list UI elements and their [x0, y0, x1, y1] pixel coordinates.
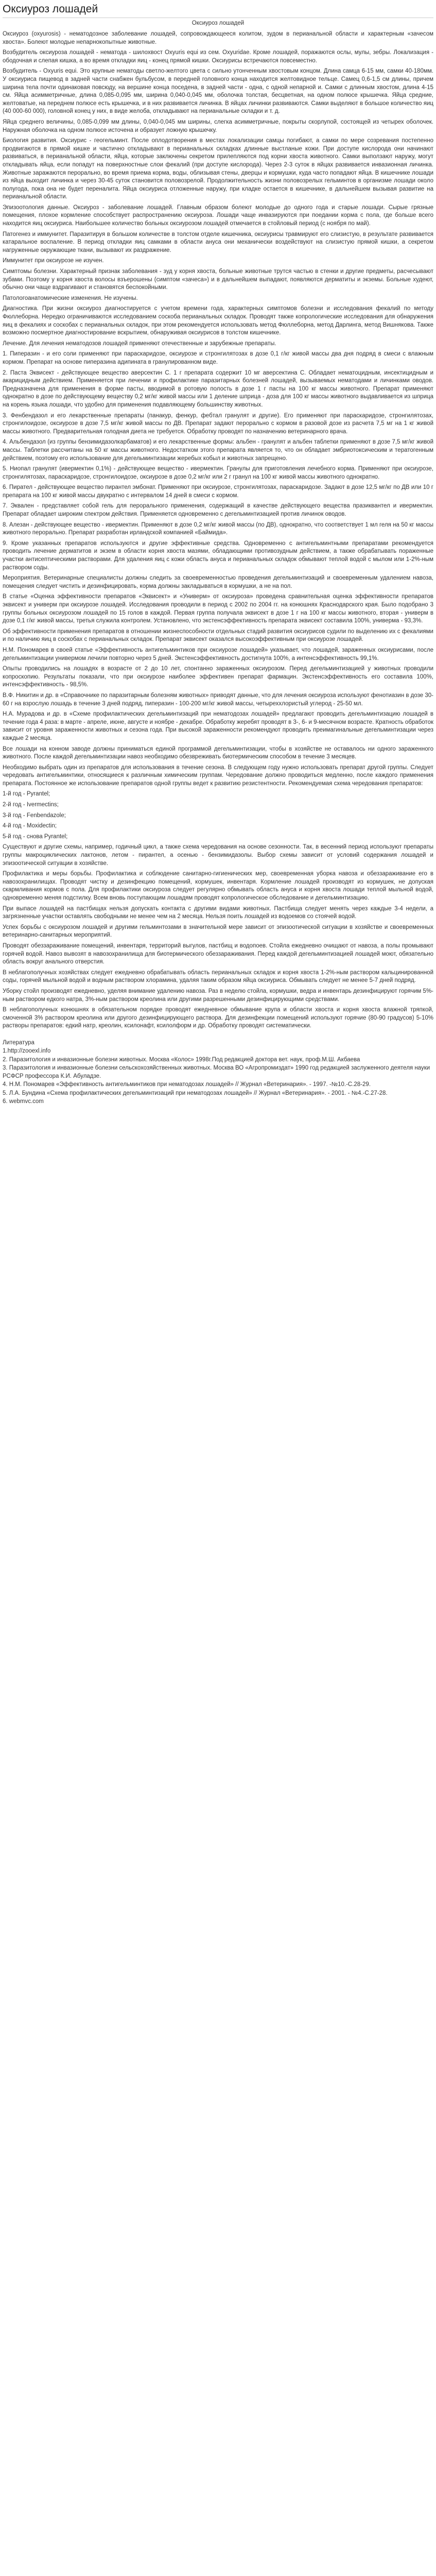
article-paragraph: 3-й год - Fenbendazole;: [3, 812, 66, 819]
article-paragraph: 9. Кроме указанных препаратов используются и другие эффективные средства. Одновременно с антигельминтными препаратами рекомендуется проводить лечение дерматитов и экзем в области корня хвоста мазями, обладающими противозудным действием, а также обрабатывать пораженные участки антисептическими растворами. Для удаления яиц с кожи область ануса и перианальных складок обмывают теплой водой с мылом или 1-2%-ным раствором соды.: [3, 540, 433, 571]
reference-item: 1.http://zooexl.info: [3, 1047, 51, 1054]
article-paragraph: Возбудитель оксиуроза лошадей - нематода - шилохвост Oxyuris equi из сем. Oxyuridae. Кроме лошадей, поражаются ослы, мулы, зебры. Локализация - ободочная и слепая кишка, а во время откладки яиц - конец прямой кишки. Оксиурисы встречаются повсеместно.: [3, 49, 433, 64]
article-paragraph: В неблагополучных конюшнях в обязательном порядке проводят ежедневное обмывание крупа и области хвоста и корня хвоста влажной тряпкой, смоченной 3% раствором креолина или другого дезинфицирующего раствора. Для дезинфекции помещений используют горячие (80-90 градусов) 5-10% растворы препаратов: едкий натр, креолин, ксилонафт, ксилолформ и др. Обработку проводят систематически.: [3, 1007, 433, 1029]
article-paragraph: Существуют и другие схемы, например, годичный цикл, а также схема чередования на основе сезонности. Так, в весенний период используют препараты группы макроциклических лактонов, летом - пирантел, а осенью - бензимидазолы. Выбор схемы зависит от условий содержания лошадей и эпизоотической ситуации в хозяйстве.: [3, 844, 433, 867]
article-paragraph: 8. Алезан - действующее вещество - ивермектин. Применяют в дозе 0,2 мг/кг живой массы (по ДВ), однократно, что соответствует 1 мл геля на 50 кг массы животного перорально. Препарат разработан ирландской компанией «Баймида».: [3, 521, 433, 536]
article-paragraph: Необходимо выбрать один из препаратов для использования в течение сезона. В следующем году нужно использовать препарат другой группы. Следует чередовать антигельминтики, относящиеся к различным химическим группам. Чередование должно проводиться медленно, после каждого применения препарата. Постоянное же использование препаратов одной группы ведет к развитию резистентности. Рекомендуемая схема чередования препаратов:: [3, 764, 433, 787]
article-paragraph: Н.А. Мурадова и др. в «Схеме профилактических дегельминтизаций при нематодозах лошадей» предлагают проводить дегельминтизацию лошадей в течение года 4 раза: в марте - апреле, июне, августе и ноябре - декабре. Обработку жеребят проводят в 3-, 6- и 9-месячном возрасте. Кратность обработок зависит от уровня зараженности животных и сезона года. При высокой зараженности рекомендуют проводить преимагинальные дегельминтизации через каждые 2 месяца.: [3, 711, 433, 741]
article-paragraph: Профилактика и меры борьбы. Профилактика и соблюдение санитарно-гигиенических мер, своевременная уборка навоза и обеззараживание его в навозохранилищах. Проводят чистку и дезинфекцию помещений, кормушек, инвентаря. Кормление лошадей производят из кормушек, не допуская скармливания кормов с пола. Для профилактики оксиуроза следует регулярно обмывать область ануса и корня хвоста лошади теплой мыльной водой, одновременно меняя подстилку. Всем вновь поступающим лошадям проводят копрологическое обследование и дегельминтизацию.: [3, 871, 433, 901]
article-paragraph: Оксиуроз (oxyurosis) - нематодозное заболевание лошадей, сопровождающееся колитом, зудом в перианальной области и характерным «зачесом хвоста». Болеют молодые непарнокопытные животные.: [3, 31, 433, 45]
article-body: [3, 30, 433, 1030]
article-paragraph: Яйца среднего величины, 0,085-0,099 мм длины, 0,040-0,045 мм ширины, слегка асимметричные, покрыты скорлупой, состоящей из четырех оболочек. Наружная оболочка на одном полюсе источена и образует ложную крышечку.: [3, 118, 433, 133]
article-paragraph: Биология развития. Оксиурис - геогельминт. После оплодотворения в местах локализации самцы погибают, а самки по мере созревания постепенно продвигаются в прямой кишке и частично откладывают в перианальных складках длинные выстланые кожи. При доступе кислорода они начинают развиваться, в перианальной области, яйца, которые заключены секретом прилепляются под корни хвоста животного. Самки выползают наружу, могут откладывать яйца, если попадут на поверхностные слои фекалий (при доступе кислорода). Через 2-3 суток в яйцах развивается инвазионная личинка. Животные заражаются перорально, во время приема корма, воды, облизывая стены, дверцы и кормушки, куда часто попадают яйца. В кишечнике лошади из яйца выходит личинка и через 30-45 суток становится половозрелой. Продолжительность жизни половозрелых гельминтов в организме лошади около полугода, пока она не будет переналита. Яйца оксиуриса отложенные наружу, при кладке остается в кишечнике, в дальнейшем вызывая развитие на перианальной области.: [3, 138, 433, 200]
article-paragraph: 2. Паста Эквисект - действующее вещество аверсектин С. 1 г препарата содержит 10 мг аверсектина С. Обладает нематоцидным, инсектицидным и акарицидным действием. Применяется при лечении и профилактике паразитарных болезней лошадей, вызываемых нематодами и личинками оводов. Предназначена для применения в форме пасты, вводимой в ротовую полость в дозе 1 г пасты на 100 кг массы животного. Препарат применяют однократно в дозе по действующему веществу 0,2 мг/кг живой массы или 1 деление шприца - доза для 100 кг массы животного выдавливается из шприца на корень языка лошади, что удобно для применения подавляющему большинству животных.: [3, 369, 433, 408]
article-paragraph: 7. Эквален - представляет собой гель для перорального применения, содержащий в качестве действующего вещества празиквантел и ивермектин. Препарат обладает широким спектром действия. Применяется одновременно с дегельминтизацией против личинок оводов.: [3, 503, 433, 518]
article-paragraph: В.Ф. Никитин и др. в «Справочнике по паразитарным болезням животных» приводят данные, что для лечения оксиуроза используют фенотиазин в дозе 30-60 г на взрослую лошадь в течение 3 дней подряд, пиперазин - 100-200 мг/кг живой массы, четыреххлористый углерод - 25-50 мл.: [3, 692, 433, 707]
page-title: Оксиуроз лошадей: [3, 2, 433, 18]
reference-item: 2. Паразитология и инвазионные болезни животных. Москва «Колос» 1998г.Под редакцией доктора вет. наук, проф.М.Ш. Акбаева: [3, 1056, 360, 1063]
article-paragraph: Успех борьбы с оксиурозом лошадей и другими гельминтозами в значительной мере зависит от эпизоотической ситуации в хозяйстве и своевременных ветеринарно-санитарных мероприятий.: [3, 924, 433, 939]
article-paragraph: Патологоанатомические изменения. Не изучены.: [3, 295, 138, 301]
references-list: [3, 1047, 433, 1106]
article-paragraph: 1. Пиперазин - и его соли применяют при параскаридозе, оксиурозе и стронгилятозах в дозе 0,1 г/кг живой массы два дня подряд в смеси с влажным кормом. Препарат на основе пиперазина адипината в гранулированном виде.: [3, 351, 433, 365]
article-paragraph: Н.М. Пономарев в своей статье «Эффективность антигельминтиков при оксиурозе лошадей» указывает, что лошадей, зараженных оксиурисами, после дегельминтизации универмом лечили повторно через 5 дней. Экстенсэффективность достигнута 100%, а интенсэффективность 99,1%.: [3, 647, 433, 662]
article-paragraph: 4-й год - Moxidectin;: [3, 823, 57, 829]
article-paragraph: Патогенез и иммунитет. Паразитируя в большом количестве в толстом отделе кишечника, оксиурисы травмируют его слизистую, в результате развивается катаральное воспаление. В период откладки яиц самками в области ануса они механически воздействуют на слизистую прямой кишки, а секретом нагруженные окружающие ткани, вызывают их раздражение.: [3, 231, 433, 253]
article-paragraph: При выпасе лошадей на пастбищах нельзя допускать контакта с другими видами животных. Пастбища следует менять через каждые 3-4 недели, а загрязненные участки оставлять свободными не менее чем на 2 месяца. Нельзя поить лошадей из водоемов со стоячей водой.: [3, 905, 433, 920]
article-paragraph: 1-й год - Pyrantel;: [3, 791, 50, 798]
article-paragraph: Все лошади на конном заводе должны приниматься единой программой дегельминтизации, чтобы в хозяйстве не оставалось ни одного зараженного животного. После каждой дегельминтизации навоз необходимо обезвреживать биотермическим способом в течение 3 месяцев.: [3, 745, 433, 760]
article-paragraph: 3. Фенбендазол и его лекарственные препараты (панакур, фенкур, фебтал гранулят и другие). Его применяют при параскаридозе, стронгилятозах, стронгилоидозе, оксиурозе в дозе 7,5 мг/кг живой массы по ДВ. Препарат задают перорально с кормом в разовой дозе из расчета 7,5 мг на 1 кг живой массы животного. Предварительная голодная диета не требуется. Обработку проводят по назначению ветеринарного врача.: [3, 412, 433, 435]
article-paragraph: 4. Альбендазол (из группы бензимидазолкарбаматов) и его лекарственные формы: альбен - гранулят и альбен таблетки применяют в дозе 7,5 мг/кг живой массы. Таблетки рассчитаны на 50 кг массы животного. Недостатком этого препарата является то, что он обладает эмбриотоксическим и тератогенным действием, поэтому его использование для дегельминтизации жеребых кобыл и животных запрещено.: [3, 439, 433, 462]
article-paragraph: Опыты проводились на лошадях в возрасте от 2 до 10 лет, спонтанно зараженных оксиурозом. Перед дегельминтизацией у животных проводили копроскопию. Результаты показали, что при оксиурозе наиболее эффективен препарат фармацин. Экстенсэффективность его составила 100%, интенсэффективность - 98,5%.: [3, 666, 433, 688]
article-paragraph: Иммунитет при оксиурозе не изучен.: [3, 258, 104, 264]
article-paragraph: 2-й год - Ivermectins;: [3, 802, 59, 808]
article-paragraph: 6. Пирател - действующее вещество пирантел эмбонат. Применяют при оксиурозе, стронгилятозах, параскаридозе. Задают в дозе 12,5 мг/кг по ДВ или 10 г препарата на 100 кг живой массы двукратно с интервалом 14 дней в смеси с кормом.: [3, 484, 433, 499]
article-paragraph: В неблагополучных хозяйствах следует ежедневно обрабатывать область перианальных складок и корня хвоста 1-2%-ным раствором кальцинированной соды, горячей мыльной водой и водным раствором хлорамина, удаляя таким образом яйца оксиуриса. Обмывать следует не менее 5-7 дней подряд.: [3, 969, 433, 984]
references-title: Литература: [3, 1039, 34, 1046]
article-paragraph: Эпизоотология данные. Оксиуроз - заболевание лошадей. Главным образом болеют молодые до одного года и старые лошади. Сырые грязные помещения, плохое кормление способствует распространению оксиуроза. Лошади чаще инвазируются при поедании корма с пола, где больше всего находится яиц оксиуриса. Наибольшее количество больных оксиурозом лошадей отмечается в стойловый период (с ноября по май).: [3, 204, 433, 227]
article-paragraph: Симптомы болезни. Характерный признак заболевания - зуд у корня хвоста, больные животные трутся частью в стенки и другие предметы, расчесывают зубами. Поэтому у корня хвоста волосы взъерошены (симптом «зачеса») и в дальнейшем выпадают, появляются дерматиты и экземы. Больные худеют, обычно они чаще вздрагивают и становятся беспокойными.: [3, 268, 433, 291]
article-paragraph: В статье «Оценка эффективности препаратов «Эквисект» и «Универм» от оксиуроза» проведена сравнительная оценка эффективности препаратов эквисект и универм при оксиурозе лошадей. Исследования проводили в период с 2002 по 2004 гг. на конюшнях Краснодарского края. Было подобрано 3 группы больных оксиурозом лошадей по 15 голов в каждой. Первая группа получала эквисект в дозе 1 г на 100 кг массы животного, вторая - универм в дозе 0,1 г/кг живой массы, третья служила контролем. Установлено, что экстенсэффективность препарата эквисект составила 100%, универма - 93,3%.: [3, 594, 433, 624]
article-paragraph: Лечение. Для лечения нематодозов лошадей применяют отечественные и зарубежные препараты.: [3, 340, 276, 347]
article-paragraph: Возбудитель - Oxyuris equi. Это крупные нематоды светло-желтого цвета с сильно утонченным хвостовым концом. Длина самца 6-15 мм, самки 40-180мм. У оксиуриса пищевод в задней части снабжен бульбусом, в передней головного конца находится желтовидное тельце. Самец 0,6-1,5 см длины, причем ширина тела почти одинаковая повсюду, на вершине конца поседена, в задней части - одна, с одной непарной и. Самки с длинным хвостом, длина 4-15 см. Яйца асимметричные, длина 0,085-0,095 мм, ширина 0,040-0,045 мм, оболочка толстая, бесцветная, на одном полюсе крышечка. Яйца средние, желтоватые, на переднем полюсе есть крышечка, и в них развивается личинка. В яйцах личинки развиваются. Самки выделяют в большое количество яиц (40 000-60 000), головной конец у них, в виде желоба, откладывают на перианальные складки и т. д.: [3, 68, 433, 115]
reference-item: 3. Паразитология и инвазионные болезни сельскохозяйственных животных. Москва ВО «Агропромиздат» 1990 год редакцией заслуженного деятеля науки РСФСР профессора К.И. Абуладзе.: [3, 1065, 430, 1079]
article-heading: Оксиуроз лошадей: [191, 20, 245, 26]
article-paragraph: Уборку стойл производят ежедневно, уделяя внимание удалению навоза. Раз в неделю стойла, кормушки, ведра и инвентарь дезинфицируют горячим 5%-ным раствором едкого натра, 3%-ным раствором креолина или другими разрешенными дезинфицирующими средствами.: [3, 988, 433, 1003]
article-paragraph: Мероприятия. Ветеринарные специалисты должны следить за своевременностью проведения дегельминтизаций и своевременным удалением навоза, помещения следует чистить и дезинфицировать, корма должны закладываться в кормушки, а не на пол.: [3, 575, 433, 589]
article-paragraph: Диагностика. При жизни оксиуроз диагностируется с учетом времени года, характерных симптомов болезни и исследования фекалий по методу Фюллеборна. Нередко ограничиваются исследованием соскоба перианальных складок. Проводят также копрологические исследования для обнаружения яиц в фекалиях и соскобах с перианальных складок, при этом рекомендуется использовать метод Фюллеборна, метод Дарлинга, метод Вишнякова. Также возможно посмертное диагностирование вскрытием, обнаруживая оксиурисов в толстом кишечнике.: [3, 306, 433, 336]
reference-item: 4. Н.М. Пономарев «Эффективность антигельминтиков при нематодозах лошадей» // Журнал «Ветеринария». - 1997. -№10.-С.28-29.: [3, 1081, 371, 1088]
article-paragraph: 5. Ниопал гранулят (ивермектин 0,1%) - действующее вещество - ивермектин. Гранулы для приготовления лечебного корма. Применяют при оксиурозе, стронгилятозах, параскаридозе, стронгилоидозе, оксиурозе в дозе 0,2 мг/кг или 2 г гранул на 100 кг живой массы животного однократно.: [3, 466, 433, 480]
reference-item: 6. webmvc.com: [3, 1098, 44, 1105]
reference-item: 5. Л.А. Бундина «Схема профилактических дегельминтизаций при нематодозах лошадей» // Журнал «Ветеринария». - 2001. - №4.-С.27-28.: [3, 1090, 388, 1096]
article-paragraph: Об эффективности применения препаратов в отношении жизнеспособности отдельных стадий развития оксиурисов судили по выделению их с фекалиями и по наличию яиц в соскобах с перианальных складок. Препарат эквисект оказался высокоэффективным при оксиурозе лошадей.: [3, 628, 433, 643]
article-paragraph: 5-й год - снова Pyrantel;: [3, 833, 68, 840]
page: [0, 0, 436, 1112]
article-paragraph: Проводят обеззараживание помещений, инвентаря, территорий выгулов, пастбищ и водопоев. Стойла ежедневно очищают от навоза, а полы промывают горячей водой. Навоз вывозят в навозохранилища для биотермического обеззараживания. Перед каждой дегельминтизацией лошадей моют, обязательно область вокруг анального отверстия.: [3, 942, 433, 965]
